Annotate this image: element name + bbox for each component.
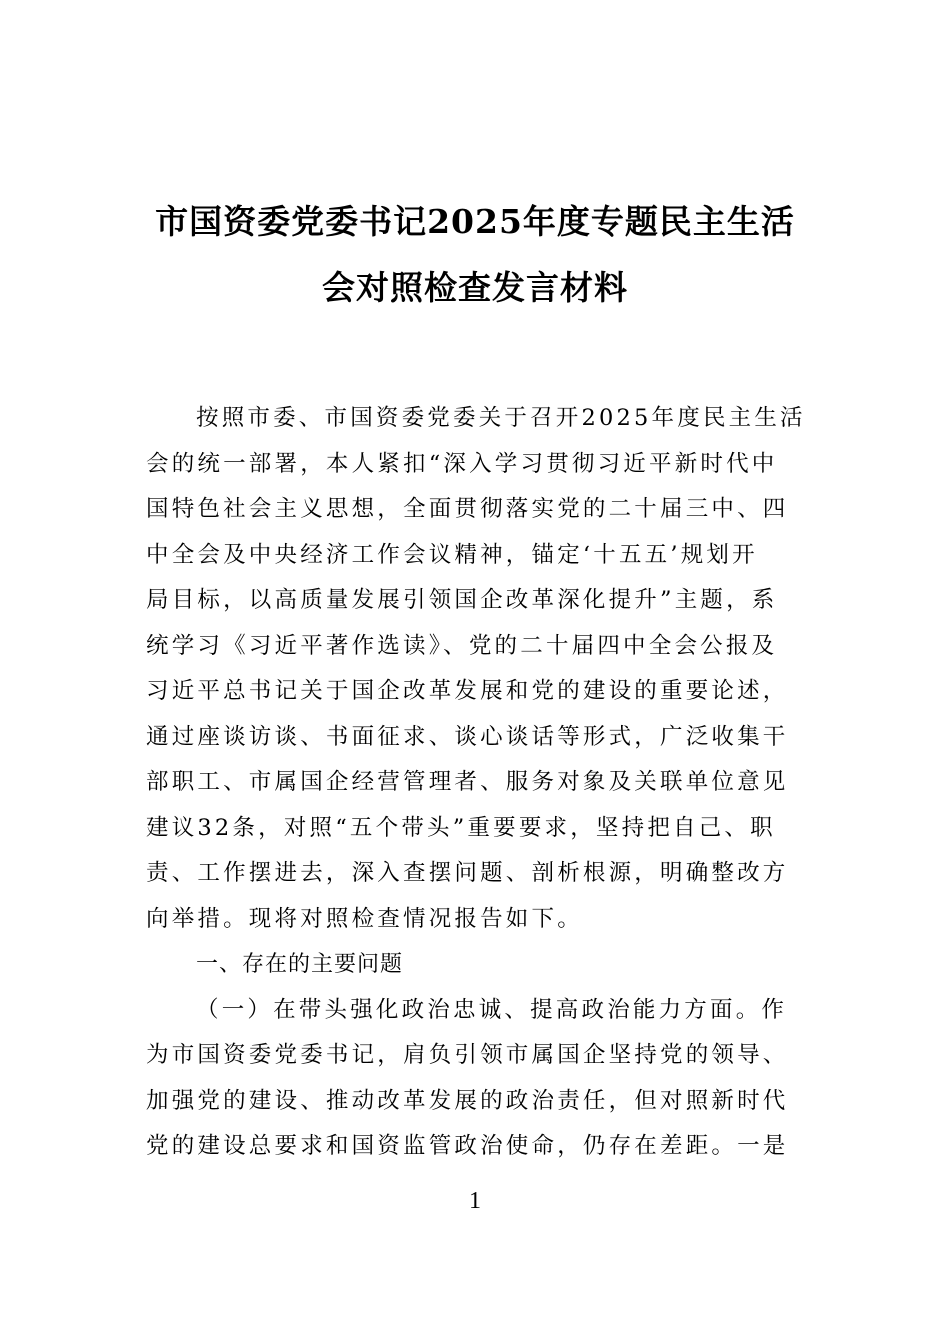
paragraph-line: 为市国资委党委书记，肩负引领市属国企坚持党的领导、 xyxy=(146,1042,789,1068)
document-title-line-2: 会对照检查发言材料 xyxy=(322,268,628,307)
paragraph-line: 按照市委、市国资委党委关于召开2025年度民主生活 xyxy=(196,405,806,431)
document-title-line-1: 市国资委党委书记2025年度专题民主生活 xyxy=(155,202,795,241)
paragraph-line: 会的统一部署，本人紧扣“深入学习贯彻习近平新时代中 xyxy=(146,450,778,477)
paragraph-line: 习近平总书记关于国企改革发展和党的建设的重要论述， xyxy=(146,678,789,704)
document-body xyxy=(146,396,806,1170)
paragraph-line: 通过座谈访谈、书面征求、谈心谈话等形式，广泛收集干 xyxy=(146,723,789,750)
section-heading: 一、存在的主要问题 xyxy=(196,952,404,977)
paragraph-line: 中全会及中央经济工作会议精神，锚定‘十五五’规划开 xyxy=(146,541,758,568)
paragraph-line: 建议32条，对照“五个带头”重要要求，坚持把自己、职 xyxy=(146,814,776,841)
page-number: 1 xyxy=(469,1188,481,1214)
paragraph-line: 部职工、市属国企经营管理者、服务对象及关联单位意见 xyxy=(146,769,789,795)
paragraph-line: 国特色社会主义思想，全面贯彻落实党的二十届三中、四 xyxy=(146,496,789,522)
paragraph-line: 向举措。现将对照检查情况报告如下。 xyxy=(146,905,583,932)
paragraph-line: 党的建设总要求和国资监管政治使命，仍存在差距。一是 xyxy=(146,1133,789,1159)
subsection-line: （一）在带头强化政治忠诚、提高政治能力方面。作 xyxy=(196,996,788,1023)
paragraph-line: 局目标，以高质量发展引领国企改革深化提升”主题，系 xyxy=(146,587,778,613)
paragraph-line: 加强党的建设、推动改革发展的政治责任，但对照新时代 xyxy=(146,1087,789,1114)
paragraph-line: 统学习《习近平著作选读》、党的二十届四中全会公报及 xyxy=(146,632,778,659)
paragraph-line: 责、工作摆进去，深入查摆问题、剖析根源，明确整改方 xyxy=(146,860,789,886)
